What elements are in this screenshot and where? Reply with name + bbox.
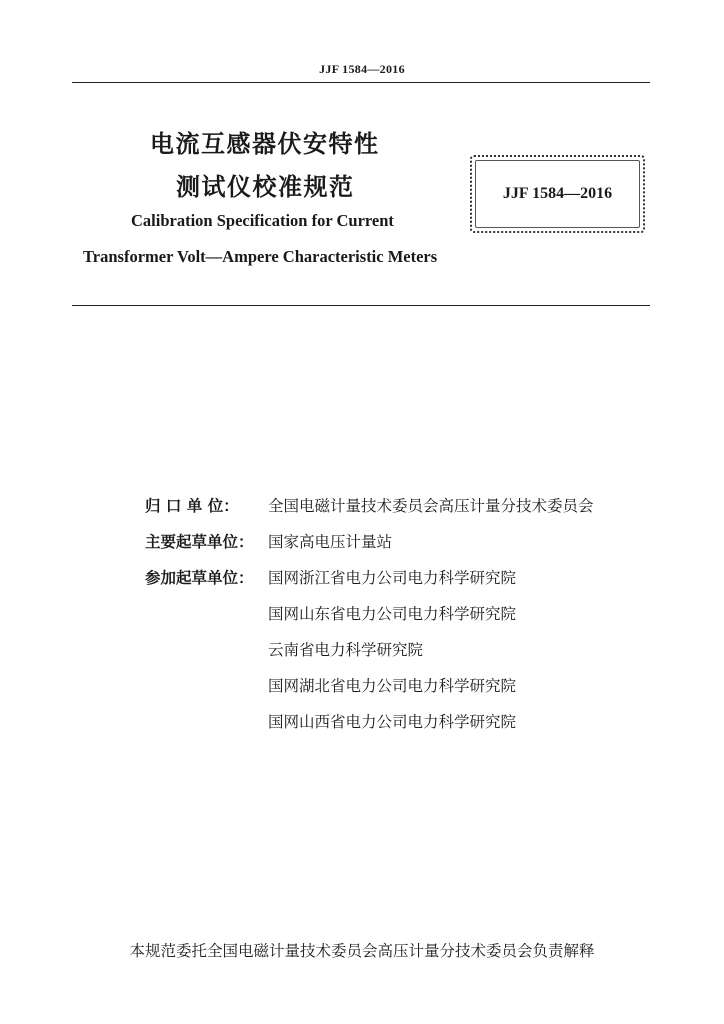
interpretation-note: 本规范委托全国电磁计量技术委员会高压计量分技术委员会负责解释 bbox=[129, 942, 595, 960]
responsible-unit-row bbox=[145, 494, 594, 516]
participant-item: 国网湖北省电力公司电力科学研究院 bbox=[268, 677, 517, 695]
main-drafter-row bbox=[145, 530, 392, 552]
participant-item: 国网浙江省电力公司电力科学研究院 bbox=[268, 569, 517, 587]
title-chinese-line-1: 电流互感器伏安特性 bbox=[150, 130, 380, 158]
document-code-header: JJF 1584—2016 bbox=[319, 62, 405, 76]
middle-divider bbox=[72, 305, 650, 306]
participant-item: 国网山西省电力公司电力科学研究院 bbox=[268, 713, 517, 731]
participants-label: 参加起草单位： bbox=[145, 569, 254, 587]
code-stamp-box bbox=[470, 155, 645, 233]
participant-row bbox=[145, 566, 516, 588]
main-drafter-value: 国家高电压计量站 bbox=[268, 533, 393, 551]
participant-item: 国网山东省电力公司电力科学研究院 bbox=[268, 605, 517, 623]
responsible-unit-value: 全国电磁计量技术委员会高压计量分技术委员会 bbox=[268, 497, 594, 515]
responsible-unit-label: 归 口 单 位： bbox=[145, 497, 239, 515]
title-chinese-line-2: 测试仪校准规范 bbox=[176, 173, 355, 201]
title-english-line-1: Calibration Specification for Current bbox=[131, 211, 394, 230]
main-drafter-label: 主要起草单位： bbox=[145, 533, 254, 551]
top-divider bbox=[72, 82, 650, 83]
participant-item: 云南省电力科学研究院 bbox=[268, 641, 424, 659]
title-english-line-2: Transformer Volt—Ampere Characteristic Meters bbox=[83, 247, 438, 266]
stamp-code: JJF 1584—2016 bbox=[502, 185, 613, 202]
